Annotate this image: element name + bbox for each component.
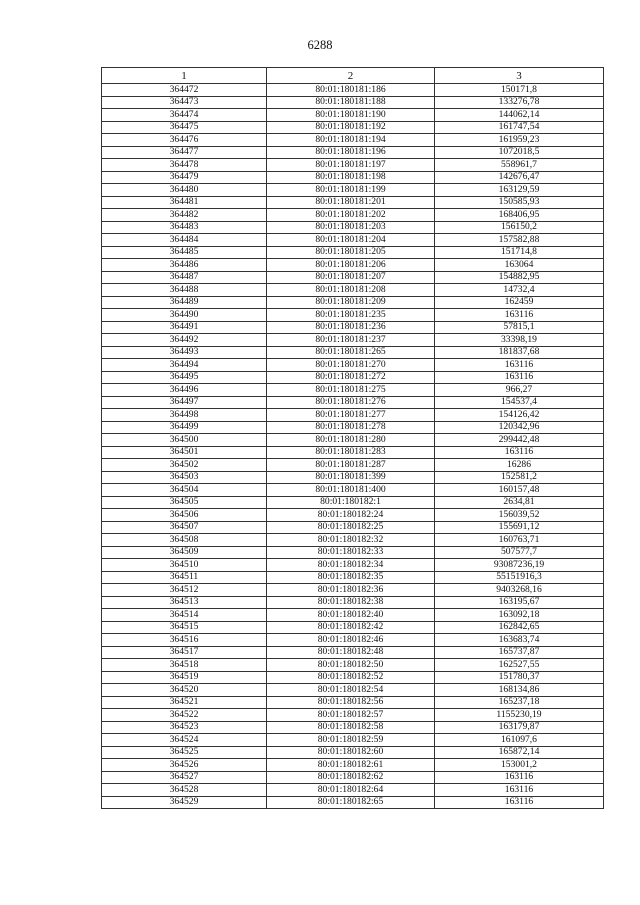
row-number-cell: 364475 bbox=[102, 121, 267, 134]
row-number-cell: 364515 bbox=[102, 621, 267, 634]
cadastral-number-cell: 80:01:180181:201 bbox=[267, 196, 435, 209]
table-row bbox=[102, 371, 604, 384]
row-number-cell: 364485 bbox=[102, 246, 267, 259]
value-cell: 165737,87 bbox=[435, 646, 604, 659]
cadastral-number-cell: 80:01:180181:198 bbox=[267, 171, 435, 184]
table-row bbox=[102, 646, 604, 659]
cadastral-number-cell: 80:01:180182:56 bbox=[267, 696, 435, 709]
value-cell: 163116 bbox=[435, 446, 604, 459]
table-row bbox=[102, 84, 604, 97]
value-cell: 163179,87 bbox=[435, 721, 604, 734]
value-cell: 93087236,19 bbox=[435, 559, 604, 572]
table-row bbox=[102, 396, 604, 409]
value-cell: 151780,37 bbox=[435, 671, 604, 684]
table-row bbox=[102, 759, 604, 772]
row-number-cell: 364508 bbox=[102, 534, 267, 547]
table-row bbox=[102, 746, 604, 759]
table-row bbox=[102, 484, 604, 497]
table-row bbox=[102, 409, 604, 422]
table-row bbox=[102, 234, 604, 247]
page-number: 6288 bbox=[307, 38, 333, 52]
row-number-cell: 364480 bbox=[102, 184, 267, 197]
value-cell: 162842,65 bbox=[435, 621, 604, 634]
table-row bbox=[102, 596, 604, 609]
value-cell: 160763,71 bbox=[435, 534, 604, 547]
value-cell: 163092,18 bbox=[435, 609, 604, 622]
value-cell: 150585,93 bbox=[435, 196, 604, 209]
cadastral-number-cell: 80:01:180181:287 bbox=[267, 459, 435, 472]
row-number-cell: 364525 bbox=[102, 746, 267, 759]
value-cell: 157582,88 bbox=[435, 234, 604, 247]
value-cell: 162459 bbox=[435, 296, 604, 309]
value-cell: 151714,8 bbox=[435, 246, 604, 259]
value-cell: 57815,1 bbox=[435, 321, 604, 334]
cadastral-number-cell: 80:01:180182:62 bbox=[267, 771, 435, 784]
table-row bbox=[102, 534, 604, 547]
row-number-cell: 364527 bbox=[102, 771, 267, 784]
table-row bbox=[102, 271, 604, 284]
cadastral-number-cell: 80:01:180181:188 bbox=[267, 96, 435, 109]
cadastral-number-cell: 80:01:180181:204 bbox=[267, 234, 435, 247]
table-row bbox=[102, 509, 604, 522]
row-number-cell: 364528 bbox=[102, 784, 267, 797]
value-cell: 163683,74 bbox=[435, 634, 604, 647]
cadastral-number-cell: 80:01:180181:278 bbox=[267, 421, 435, 434]
cadastral-number-cell: 80:01:180181:190 bbox=[267, 109, 435, 122]
row-number-cell: 364529 bbox=[102, 796, 267, 809]
table-row bbox=[102, 134, 604, 147]
value-cell: 9403268,16 bbox=[435, 584, 604, 597]
table-row bbox=[102, 146, 604, 159]
table-row bbox=[102, 696, 604, 709]
table-row bbox=[102, 546, 604, 559]
value-cell: 154126,42 bbox=[435, 409, 604, 422]
table-row bbox=[102, 796, 604, 809]
table-row bbox=[102, 471, 604, 484]
cadastral-number-cell: 80:01:180182:54 bbox=[267, 684, 435, 697]
cadastral-number-cell: 80:01:180181:206 bbox=[267, 259, 435, 272]
table-row bbox=[102, 221, 604, 234]
row-number-cell: 364499 bbox=[102, 421, 267, 434]
row-number-cell: 364520 bbox=[102, 684, 267, 697]
cadastral-number-cell: 80:01:180182:57 bbox=[267, 709, 435, 722]
cadastral-number-cell: 80:01:180181:399 bbox=[267, 471, 435, 484]
value-cell: 144062,14 bbox=[435, 109, 604, 122]
table-row bbox=[102, 721, 604, 734]
cadastral-number-cell: 80:01:180181:265 bbox=[267, 346, 435, 359]
value-cell: 299442,48 bbox=[435, 434, 604, 447]
table-row bbox=[102, 109, 604, 122]
cadastral-number-cell: 80:01:180182:25 bbox=[267, 521, 435, 534]
table-row bbox=[102, 309, 604, 322]
value-cell: 558961,7 bbox=[435, 159, 604, 172]
cadastral-number-cell: 80:01:180182:59 bbox=[267, 734, 435, 747]
row-number-cell: 364473 bbox=[102, 96, 267, 109]
value-cell: 153001,2 bbox=[435, 759, 604, 772]
cadastral-number-cell: 80:01:180181:186 bbox=[267, 84, 435, 97]
table-row bbox=[102, 421, 604, 434]
value-cell: 163116 bbox=[435, 371, 604, 384]
table-body bbox=[102, 84, 604, 809]
cadastral-number-cell: 80:01:180182:42 bbox=[267, 621, 435, 634]
value-cell: 2634,81 bbox=[435, 496, 604, 509]
table-row bbox=[102, 96, 604, 109]
value-cell: 161747,54 bbox=[435, 121, 604, 134]
table-row bbox=[102, 709, 604, 722]
cadastral-number-cell: 80:01:180182:35 bbox=[267, 571, 435, 584]
row-number-cell: 364488 bbox=[102, 284, 267, 297]
row-number-cell: 364500 bbox=[102, 434, 267, 447]
table-row bbox=[102, 784, 604, 797]
value-cell: 966,27 bbox=[435, 384, 604, 397]
row-number-cell: 364497 bbox=[102, 396, 267, 409]
cadastral-number-cell: 80:01:180181:237 bbox=[267, 334, 435, 347]
row-number-cell: 364509 bbox=[102, 546, 267, 559]
cadastral-number-cell: 80:01:180182:36 bbox=[267, 584, 435, 597]
table-row bbox=[102, 459, 604, 472]
table-row bbox=[102, 121, 604, 134]
row-number-cell: 364523 bbox=[102, 721, 267, 734]
table-row bbox=[102, 684, 604, 697]
value-cell: 181837,68 bbox=[435, 346, 604, 359]
table-row bbox=[102, 584, 604, 597]
row-number-cell: 364494 bbox=[102, 359, 267, 372]
table-row bbox=[102, 659, 604, 672]
value-cell: 163116 bbox=[435, 359, 604, 372]
value-cell: 142676,47 bbox=[435, 171, 604, 184]
row-number-cell: 364478 bbox=[102, 159, 267, 172]
row-number-cell: 364474 bbox=[102, 109, 267, 122]
value-cell: 156150,2 bbox=[435, 221, 604, 234]
cadastral-number-cell: 80:01:180182:58 bbox=[267, 721, 435, 734]
cadastral-number-cell: 80:01:180181:208 bbox=[267, 284, 435, 297]
table-row bbox=[102, 259, 604, 272]
row-number-cell: 364507 bbox=[102, 521, 267, 534]
cadastral-number-cell: 80:01:180181:235 bbox=[267, 309, 435, 322]
cadastral-number-cell: 80:01:180182:32 bbox=[267, 534, 435, 547]
row-number-cell: 364496 bbox=[102, 384, 267, 397]
row-number-cell: 364521 bbox=[102, 696, 267, 709]
row-number-cell: 364526 bbox=[102, 759, 267, 772]
row-number-cell: 364482 bbox=[102, 209, 267, 222]
value-cell: 1155230,19 bbox=[435, 709, 604, 722]
cadastral-number-cell: 80:01:180181:276 bbox=[267, 396, 435, 409]
table-row bbox=[102, 621, 604, 634]
cadastral-number-cell: 80:01:180181:202 bbox=[267, 209, 435, 222]
value-cell: 1072018,5 bbox=[435, 146, 604, 159]
table-header-row bbox=[102, 68, 604, 84]
table-row bbox=[102, 359, 604, 372]
value-cell: 14732,4 bbox=[435, 284, 604, 297]
value-cell: 163116 bbox=[435, 796, 604, 809]
row-number-cell: 364505 bbox=[102, 496, 267, 509]
column-header-2: 2 bbox=[267, 68, 435, 84]
cadastral-number-cell: 80:01:180182:33 bbox=[267, 546, 435, 559]
cadastral-number-cell: 80:01:180182:1 bbox=[267, 496, 435, 509]
column-header-1: 1 bbox=[102, 68, 267, 84]
table-row bbox=[102, 734, 604, 747]
cadastral-number-cell: 80:01:180182:50 bbox=[267, 659, 435, 672]
value-cell: 163116 bbox=[435, 309, 604, 322]
cadastral-number-cell: 80:01:180182:64 bbox=[267, 784, 435, 797]
value-cell: 133276,78 bbox=[435, 96, 604, 109]
table-row bbox=[102, 521, 604, 534]
cadastral-number-cell: 80:01:180182:40 bbox=[267, 609, 435, 622]
row-number-cell: 364506 bbox=[102, 509, 267, 522]
table-row bbox=[102, 196, 604, 209]
row-number-cell: 364491 bbox=[102, 321, 267, 334]
row-number-cell: 364483 bbox=[102, 221, 267, 234]
table-row bbox=[102, 296, 604, 309]
row-number-cell: 364479 bbox=[102, 171, 267, 184]
value-cell: 120342,96 bbox=[435, 421, 604, 434]
row-number-cell: 364518 bbox=[102, 659, 267, 672]
table-row bbox=[102, 446, 604, 459]
value-cell: 55151916,3 bbox=[435, 571, 604, 584]
table-row bbox=[102, 434, 604, 447]
row-number-cell: 364512 bbox=[102, 584, 267, 597]
value-cell: 165872,14 bbox=[435, 746, 604, 759]
row-number-cell: 364502 bbox=[102, 459, 267, 472]
cadastral-number-cell: 80:01:180182:48 bbox=[267, 646, 435, 659]
table-row bbox=[102, 571, 604, 584]
row-number-cell: 364511 bbox=[102, 571, 267, 584]
row-number-cell: 364498 bbox=[102, 409, 267, 422]
cadastral-number-cell: 80:01:180182:46 bbox=[267, 634, 435, 647]
row-number-cell: 364492 bbox=[102, 334, 267, 347]
row-number-cell: 364484 bbox=[102, 234, 267, 247]
value-cell: 155691,12 bbox=[435, 521, 604, 534]
row-number-cell: 364501 bbox=[102, 446, 267, 459]
value-cell: 507577,7 bbox=[435, 546, 604, 559]
value-cell: 163116 bbox=[435, 771, 604, 784]
row-number-cell: 364522 bbox=[102, 709, 267, 722]
table-row bbox=[102, 246, 604, 259]
cadastral-number-cell: 80:01:180181:283 bbox=[267, 446, 435, 459]
row-number-cell: 364517 bbox=[102, 646, 267, 659]
cadastral-number-cell: 80:01:180181:280 bbox=[267, 434, 435, 447]
row-number-cell: 364481 bbox=[102, 196, 267, 209]
value-cell: 150171,8 bbox=[435, 84, 604, 97]
table-row bbox=[102, 171, 604, 184]
row-number-cell: 364490 bbox=[102, 309, 267, 322]
cadastral-number-cell: 80:01:180182:38 bbox=[267, 596, 435, 609]
cadastral-number-cell: 80:01:180181:199 bbox=[267, 184, 435, 197]
cadastral-number-cell: 80:01:180181:236 bbox=[267, 321, 435, 334]
value-cell: 163195,67 bbox=[435, 596, 604, 609]
row-number-cell: 364503 bbox=[102, 471, 267, 484]
table-row bbox=[102, 346, 604, 359]
cadastral-number-cell: 80:01:180181:203 bbox=[267, 221, 435, 234]
row-number-cell: 364513 bbox=[102, 596, 267, 609]
column-header-3: 3 bbox=[435, 68, 604, 84]
value-cell: 163116 bbox=[435, 784, 604, 797]
table-row bbox=[102, 384, 604, 397]
table-row bbox=[102, 609, 604, 622]
registry-table bbox=[101, 67, 604, 809]
row-number-cell: 364489 bbox=[102, 296, 267, 309]
cadastral-number-cell: 80:01:180181:192 bbox=[267, 121, 435, 134]
row-number-cell: 364493 bbox=[102, 346, 267, 359]
table-row bbox=[102, 559, 604, 572]
table-row bbox=[102, 321, 604, 334]
value-cell: 161959,23 bbox=[435, 134, 604, 147]
table-row bbox=[102, 159, 604, 172]
row-number-cell: 364524 bbox=[102, 734, 267, 747]
value-cell: 163064 bbox=[435, 259, 604, 272]
cadastral-number-cell: 80:01:180181:400 bbox=[267, 484, 435, 497]
row-number-cell: 364510 bbox=[102, 559, 267, 572]
table-row bbox=[102, 184, 604, 197]
table-row bbox=[102, 496, 604, 509]
row-number-cell: 364504 bbox=[102, 484, 267, 497]
row-number-cell: 364495 bbox=[102, 371, 267, 384]
cadastral-number-cell: 80:01:180181:197 bbox=[267, 159, 435, 172]
table-row bbox=[102, 634, 604, 647]
cadastral-number-cell: 80:01:180182:61 bbox=[267, 759, 435, 772]
cadastral-number-cell: 80:01:180182:65 bbox=[267, 796, 435, 809]
table-row bbox=[102, 771, 604, 784]
value-cell: 168134,86 bbox=[435, 684, 604, 697]
cadastral-number-cell: 80:01:180181:196 bbox=[267, 146, 435, 159]
value-cell: 160157,48 bbox=[435, 484, 604, 497]
row-number-cell: 364486 bbox=[102, 259, 267, 272]
cadastral-number-cell: 80:01:180181:270 bbox=[267, 359, 435, 372]
value-cell: 156039,52 bbox=[435, 509, 604, 522]
value-cell: 154882,95 bbox=[435, 271, 604, 284]
value-cell: 33398,19 bbox=[435, 334, 604, 347]
cadastral-number-cell: 80:01:180182:52 bbox=[267, 671, 435, 684]
row-number-cell: 364487 bbox=[102, 271, 267, 284]
row-number-cell: 364472 bbox=[102, 84, 267, 97]
value-cell: 165237,18 bbox=[435, 696, 604, 709]
row-number-cell: 364477 bbox=[102, 146, 267, 159]
row-number-cell: 364514 bbox=[102, 609, 267, 622]
value-cell: 163129,59 bbox=[435, 184, 604, 197]
cadastral-number-cell: 80:01:180181:277 bbox=[267, 409, 435, 422]
value-cell: 154537,4 bbox=[435, 396, 604, 409]
value-cell: 16286 bbox=[435, 459, 604, 472]
row-number-cell: 364519 bbox=[102, 671, 267, 684]
cadastral-number-cell: 80:01:180182:34 bbox=[267, 559, 435, 572]
value-cell: 161097,6 bbox=[435, 734, 604, 747]
cadastral-number-cell: 80:01:180181:275 bbox=[267, 384, 435, 397]
cadastral-number-cell: 80:01:180181:207 bbox=[267, 271, 435, 284]
value-cell: 168406,95 bbox=[435, 209, 604, 222]
value-cell: 152581,2 bbox=[435, 471, 604, 484]
cadastral-number-cell: 80:01:180181:205 bbox=[267, 246, 435, 259]
row-number-cell: 364476 bbox=[102, 134, 267, 147]
table-row bbox=[102, 284, 604, 297]
cadastral-number-cell: 80:01:180181:272 bbox=[267, 371, 435, 384]
table-row bbox=[102, 671, 604, 684]
value-cell: 162527,55 bbox=[435, 659, 604, 672]
cadastral-number-cell: 80:01:180182:60 bbox=[267, 746, 435, 759]
cadastral-number-cell: 80:01:180181:194 bbox=[267, 134, 435, 147]
cadastral-number-cell: 80:01:180181:209 bbox=[267, 296, 435, 309]
row-number-cell: 364516 bbox=[102, 634, 267, 647]
cadastral-number-cell: 80:01:180182:24 bbox=[267, 509, 435, 522]
table-row bbox=[102, 209, 604, 222]
table-row bbox=[102, 334, 604, 347]
